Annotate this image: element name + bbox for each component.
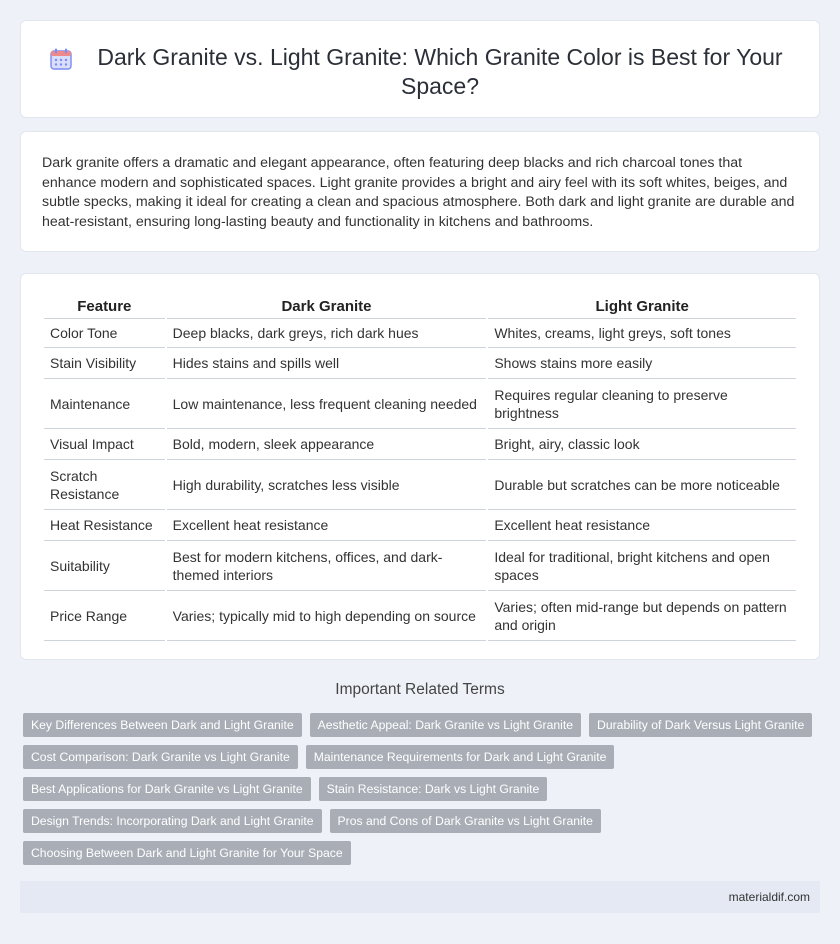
table-cell-light: Ideal for traditional, bright kitchens and open spaces — [488, 541, 796, 591]
table-header-feature: Feature — [44, 294, 165, 319]
related-term-link[interactable]: Pros and Cons of Dark Granite vs Light Granite — [330, 809, 601, 833]
table-cell-light: Durable but scratches can be more noticeable — [488, 460, 796, 510]
related-term-link[interactable]: Key Differences Between Dark and Light Granite — [23, 713, 302, 737]
table-cell-feature: Stain Visibility — [44, 348, 165, 379]
table-header-light: Light Granite — [488, 294, 796, 319]
table-cell-feature: Visual Impact — [44, 429, 165, 460]
table-row — [44, 460, 796, 510]
table-cell-dark: Excellent heat resistance — [167, 510, 487, 541]
related-term-link[interactable]: Best Applications for Dark Granite vs Light Granite — [23, 777, 311, 801]
table-cell-dark: High durability, scratches less visible — [167, 460, 487, 510]
table-cell-light: Bright, airy, classic look — [488, 429, 796, 460]
table-cell-light: Requires regular cleaning to preserve brightness — [488, 379, 796, 429]
table-cell-dark: Best for modern kitchens, offices, and dark-themed interiors — [167, 541, 487, 591]
related-term-link[interactable]: Aesthetic Appeal: Dark Granite vs Light Granite — [310, 713, 581, 737]
comparison-table-card — [20, 273, 820, 660]
table-cell-feature: Color Tone — [44, 319, 165, 348]
related-term-link[interactable]: Choosing Between Dark and Light Granite for Your Space — [23, 841, 351, 865]
table-cell-light: Varies; often mid-range but depends on pattern and origin — [488, 591, 796, 641]
table-cell-light: Excellent heat resistance — [488, 510, 796, 541]
table-cell-dark: Deep blacks, dark greys, rich dark hues — [167, 319, 487, 348]
footer-bar — [20, 881, 820, 913]
table-row — [44, 319, 796, 348]
table-cell-feature: Price Range — [44, 591, 165, 641]
related-term-link[interactable]: Cost Comparison: Dark Granite vs Light Granite — [23, 745, 298, 769]
table-header-row — [44, 294, 796, 319]
related-terms-title: Important Related Terms — [335, 681, 505, 698]
table-cell-dark: Hides stains and spills well — [167, 348, 487, 379]
table-cell-dark: Low maintenance, less frequent cleaning needed — [167, 379, 487, 429]
title-card — [20, 20, 820, 118]
related-term-link[interactable]: Maintenance Requirements for Dark and Light Granite — [306, 745, 615, 769]
intro-card — [20, 131, 820, 252]
table-cell-dark: Bold, modern, sleek appearance — [167, 429, 487, 460]
related-term-link[interactable]: Design Trends: Incorporating Dark and Light Granite — [23, 809, 322, 833]
table-row — [44, 348, 796, 379]
table-cell-feature: Heat Resistance — [44, 510, 165, 541]
table-row — [44, 379, 796, 429]
table-row — [44, 429, 796, 460]
table-cell-light: Whites, creams, light greys, soft tones — [488, 319, 796, 348]
table-cell-feature: Scratch Resistance — [44, 460, 165, 510]
comparison-table — [42, 294, 798, 641]
table-cell-dark: Varies; typically mid to high depending on source — [167, 591, 487, 641]
table-cell-feature: Suitability — [44, 541, 165, 591]
table-cell-light: Shows stains more easily — [488, 348, 796, 379]
table-row — [44, 510, 796, 541]
related-term-link[interactable]: Stain Resistance: Dark vs Light Granite — [319, 777, 548, 801]
related-term-link[interactable]: Durability of Dark Versus Light Granite — [589, 713, 812, 737]
table-header-dark: Dark Granite — [167, 294, 487, 319]
intro-paragraph: Dark granite offers a dramatic and elegant appearance, often featuring deep blacks and rich charcoal tones that enhance modern and sophisticated spaces. Light granite provides a bright and airy feel with its soft whites, beiges, and subtle specks, making it ideal for creating a clean and spacious atmosphere. Both dark and light granite are durable and heat-resistant, ensuring long-lasting beauty and functionality in kitchens and bathrooms. — [42, 155, 795, 230]
table-cell-feature: Maintenance — [44, 379, 165, 429]
footer-site-link[interactable]: materialdif.com — [728, 890, 810, 904]
related-terms-list — [23, 713, 803, 873]
table-row — [44, 591, 796, 641]
table-row — [44, 541, 796, 591]
page-title: Dark Granite vs. Light Granite: Which Granite Color is Best for Your Space? — [97, 44, 783, 99]
